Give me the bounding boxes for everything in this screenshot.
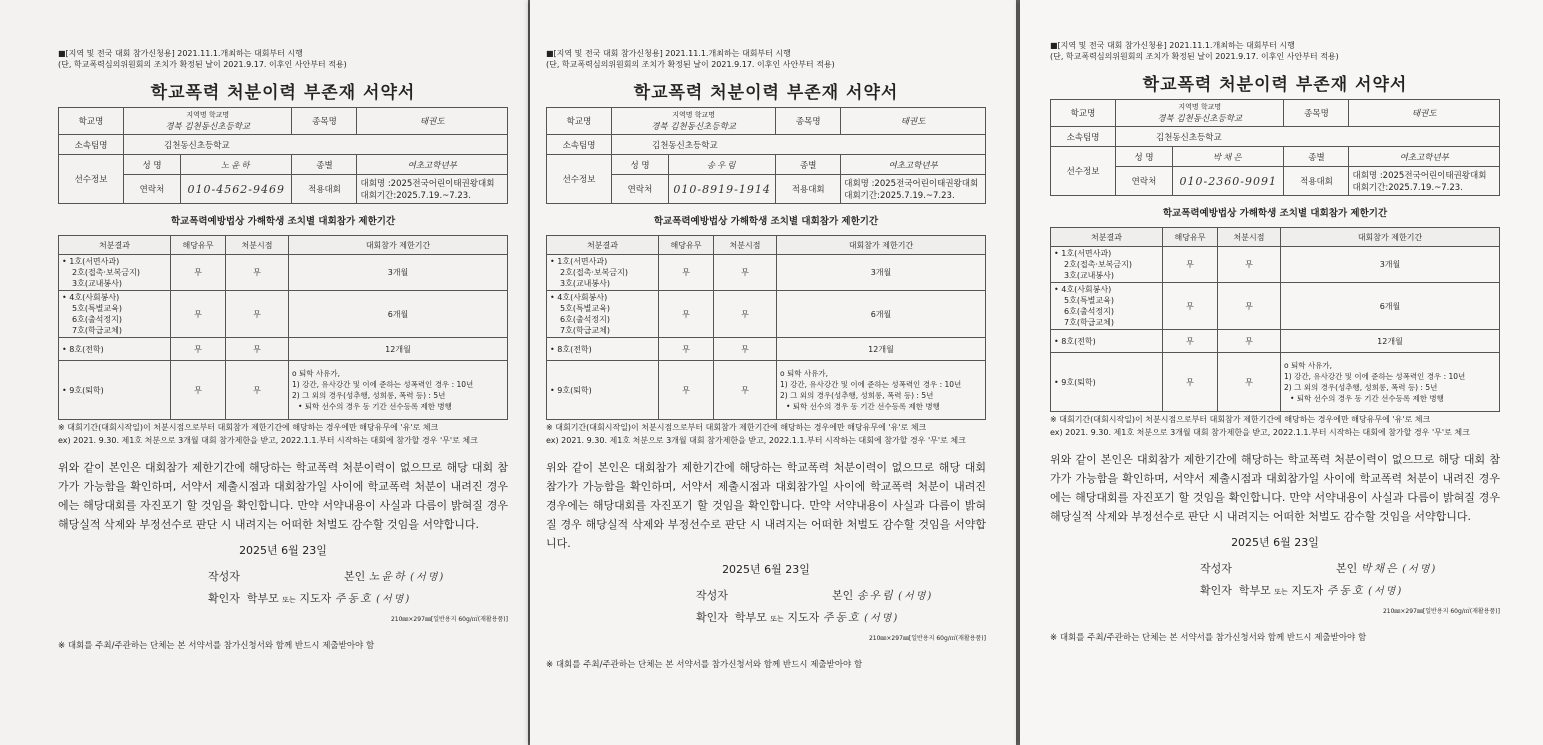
parent-label: 학부모	[246, 592, 279, 605]
penalty-timing: 무	[226, 361, 289, 420]
penalty-line: • 8호(전학)	[550, 344, 592, 354]
note-line-1: ■[지역 및 전국 대회 참가신청용] 2021.11.1.개최하는 대회부터 시행	[546, 49, 791, 58]
penalty-header-limit: 대회참가 제한기간	[1281, 228, 1500, 247]
competition-period: 대회기간:2025.7.19.~7.23.	[1352, 183, 1463, 193]
penalty-header-limit: 대회참가 제한기간	[777, 236, 986, 255]
penalty-line: 7호(학급교체)	[72, 326, 122, 335]
penalty-timing: 무	[1218, 353, 1281, 412]
name-label: 성 명	[1116, 147, 1173, 167]
self-signature-seal: (서명)	[898, 591, 934, 602]
region-school-label: 지역명 학교명	[672, 111, 716, 119]
self-signature-name: 노윤하	[368, 570, 407, 583]
competition-cell	[357, 175, 508, 204]
penalty-limit: 3개월	[1281, 247, 1500, 283]
penalty-line: • 1호(서면사과)	[550, 257, 608, 266]
footnote-1: ※ 대회기간(대회시작일)이 처분시점으로부터 대회참가 제한기간에 해당하는 경우에만 해당유무에 '유'로 체크	[1050, 415, 1431, 424]
note-line-1: ■[지역 및 전국 대회 참가신청용] 2021.11.1.개최하는 대회부터 시행	[58, 49, 303, 58]
competition-label: 적용대회	[292, 175, 357, 204]
category-label: 종별	[1284, 147, 1349, 167]
penalty-limit	[1281, 353, 1500, 412]
name-value-handwritten: 송우림	[669, 155, 776, 175]
event-label: 종목명	[776, 108, 841, 135]
note-line-1: ■[지역 및 전국 대회 참가신청용] 2021.11.1.개최하는 대회부터 시행	[1050, 41, 1295, 50]
paper-spec: 210㎜×297㎜[일반용지 60g/㎡(재활용품)]	[868, 635, 986, 642]
name-label: 성 명	[124, 155, 181, 175]
penalty-result	[59, 255, 171, 291]
penalty-applicable: 무	[1163, 283, 1218, 330]
school-cell	[1116, 100, 1284, 127]
pledge-text: 위와 같이 본인은 대회참가 제한기간에 해당하는 학교폭력 처분이력이 없으므로 해당 대회 참가가 가능함을 확인하며, 서약서 제출시점과 대회참가일 사이에 학교폭력 처분이 내려진 경우에는 해당대회를 자진포기 할 것임을 확인합니다. 만약 서약내용이 사실과 다름이 밝혀질 경우 해당실적 삭제와 부정선수로 판단 시 내려지는 어떠한 처벌도 감수할 것임을 서약합니다.	[58, 461, 508, 531]
limit-line: 1) 강간, 유사강간 및 이에 준하는 성폭력인 경우 : 10년	[292, 380, 474, 389]
category-value: 여초고학년부	[1349, 147, 1500, 167]
pledge-form-1	[58, 48, 508, 651]
note-line-2: (단, 학교폭력심의위원회의 조치가 확정된 날이 2021.9.17. 이후인 사안부터 적용)	[1050, 52, 1339, 61]
pledge-form-3	[1050, 40, 1500, 643]
coach-label: 지도자	[1291, 584, 1324, 597]
penalty-result	[59, 361, 171, 420]
contact-value-handwritten: 010-8919-1914	[669, 175, 776, 204]
penalty-row	[59, 291, 508, 338]
contact-label: 연락처	[612, 175, 669, 204]
penalty-limit: 3개월	[289, 255, 508, 291]
athlete-info-label: 선수정보	[59, 155, 124, 204]
penalty-limit: 12개월	[1281, 330, 1500, 353]
penalty-applicable: 무	[171, 255, 226, 291]
penalty-timing: 무	[226, 291, 289, 338]
footnote-2: ex) 2021. 9.30. 제1호 처분으로 3개월 대회 참가제한을 받고, 2022.1.1.부터 시작하는 대회에 참가할 경우 '무'로 체크	[546, 436, 966, 445]
signature-block	[1050, 560, 1500, 604]
school-label: 학교명	[547, 108, 612, 135]
penalty-timing: 무	[226, 255, 289, 291]
penalty-row	[1051, 247, 1500, 283]
penalty-row	[547, 361, 986, 420]
parent-label: 학부모	[1238, 584, 1271, 597]
coach-signature-name: 주동호	[334, 592, 373, 605]
confirmer-label: 확인자	[696, 611, 728, 624]
penalty-header-timing: 처분시점	[226, 236, 289, 255]
parent-label: 학부모	[734, 611, 767, 624]
pledge-date: 2025년 6월 23일	[722, 563, 810, 576]
category-value: 여초고학년부	[357, 155, 508, 175]
penalty-header-result: 처분결과	[547, 236, 659, 255]
coach-signature-seal: (서명)	[864, 613, 900, 624]
team-label: 소속팀명	[59, 135, 124, 155]
penalty-line: 3호(교내봉사)	[560, 279, 610, 288]
penalty-limit: 12개월	[777, 338, 986, 361]
self-signature-name: 박채은	[1360, 562, 1399, 575]
penalty-timing: 무	[714, 361, 777, 420]
confirmer-row	[1200, 582, 1403, 598]
penalty-line: 6호(출석정지)	[560, 315, 610, 324]
penalty-header-applicable: 해당유무	[659, 236, 714, 255]
footnote-1: ※ 대회기간(대회시작일)이 처분시점으로부터 대회참가 제한기간에 해당하는 경우에만 해당유무에 '유'로 체크	[58, 423, 439, 432]
region-school-label: 지역명 학교명	[186, 111, 230, 119]
penalty-applicable: 무	[1163, 247, 1218, 283]
athlete-info-table	[58, 107, 508, 204]
penalty-applicable: 무	[171, 338, 226, 361]
penalty-row	[59, 361, 508, 420]
pledge-text: 위와 같이 본인은 대회참가 제한기간에 해당하는 학교폭력 처분이력이 없으므로 해당 대회 참가가 가능함을 확인하며, 서약서 제출시점과 대회참가일 사이에 학교폭력 처분이 내려진 경우에는 해당대회를 자진포기 할 것임을 확인합니다. 만약 서약내용이 사실과 다름이 밝혀질 경우 해당실적 삭제와 부정선수로 판단 시 내려지는 어떠한 처벌도 감수할 것임을 서약합니다.	[1050, 453, 1500, 523]
penalty-row	[59, 338, 508, 361]
confirmer-row	[696, 609, 899, 625]
competition-name: 대회명 :2025전국어린이태권왕대회	[844, 179, 979, 189]
contact-label: 연락처	[1116, 167, 1173, 196]
penalty-line: • 9호(퇴학)	[550, 385, 592, 395]
contact-value-handwritten: 010-2360-9091	[1173, 167, 1284, 196]
coach-signature-seal: (서명)	[1368, 586, 1404, 597]
self-signature	[344, 568, 445, 584]
penalty-timing: 무	[714, 291, 777, 338]
category-label: 종별	[776, 155, 841, 175]
school-cell	[612, 108, 776, 135]
penalty-row	[547, 338, 986, 361]
penalty-result	[547, 338, 659, 361]
penalty-limit	[777, 361, 986, 420]
document-sheet-1	[0, 0, 528, 745]
pledge-text: 위와 같이 본인은 대회참가 제한기간에 해당하는 학교폭력 처분이력이 없으므로 해당 대회 참가가 가능함을 확인하며, 서약서 제출시점과 대회참가일 사이에 학교폭력 처분이 내려진 경우에는 해당대회를 자진포기 할 것임을 확인합니다. 만약 서약내용이 사실과 다름이 밝혀질 경우 해당실적 삭제와 부정선수로 판단 시 내려지는 어떠한 처벌도 감수할 것임을 서약합니다.	[546, 461, 986, 550]
coach-label: 지도자	[299, 592, 332, 605]
limit-line: • 퇴학 선수의 경우 동 기간 선수등록 제한 병행	[298, 402, 452, 411]
penalty-line: • 4호(사회봉사)	[550, 293, 608, 302]
team-label: 소속팀명	[1051, 127, 1116, 147]
penalty-applicable: 무	[1163, 353, 1218, 412]
penalty-timing: 무	[1218, 283, 1281, 330]
limit-line: 1) 강간, 유사강간 및 이에 준하는 성폭력인 경우 : 10년	[1284, 372, 1466, 381]
penalty-result	[1051, 330, 1163, 353]
pledge-form-2	[546, 48, 986, 670]
self-label: 본인	[344, 570, 366, 583]
limit-line: o 퇴학 사유가,	[1284, 361, 1332, 370]
penalty-result	[59, 338, 171, 361]
penalty-table	[546, 235, 986, 420]
event-value: 태권도	[357, 108, 508, 135]
penalty-applicable: 무	[1163, 330, 1218, 353]
name-label: 성 명	[612, 155, 669, 175]
penalty-applicable: 무	[659, 338, 714, 361]
penalty-line: • 4호(사회봉사)	[62, 293, 120, 302]
document-sheet-3	[1020, 0, 1543, 745]
paper-spec: 210㎜×297㎜[일반용지 60g/㎡(재활용품)]	[1382, 608, 1500, 615]
pledge-date: 2025년 6월 23일	[1231, 536, 1319, 549]
penalty-line: • 9호(퇴학)	[62, 385, 104, 395]
athlete-info-table	[1050, 99, 1500, 196]
footnote-2: ex) 2021. 9.30. 제1호 처분으로 3개월 대회 참가제한을 받고, 2022.1.1.부터 시작하는 대회에 참가할 경우 '무'로 체크	[58, 436, 478, 445]
limit-line: 1) 강간, 유사강간 및 이에 준하는 성폭력인 경우 : 10년	[780, 380, 962, 389]
self-signature	[1336, 560, 1437, 576]
form-title: 학교폭력 처분이력 부존재 서약서	[633, 83, 899, 103]
penalty-line: 2호(접촉·보복금지)	[1064, 260, 1132, 269]
penalty-row	[1051, 330, 1500, 353]
penalty-line: • 1호(서면사과)	[1054, 249, 1112, 258]
or-label: 또는	[770, 615, 784, 623]
school-value: 경북 김천동신초등학교	[651, 122, 737, 132]
writer-label: 작성자	[1200, 562, 1232, 575]
penalty-line: 5호(특별교육)	[72, 304, 122, 313]
confirmer-row	[208, 590, 411, 606]
competition-name: 대회명 :2025전국어린이태권왕대회	[1352, 171, 1487, 181]
coach-signature-name: 주동호	[822, 611, 861, 624]
school-value: 경북 김천동신초등학교	[165, 122, 251, 132]
event-value: 태권도	[841, 108, 986, 135]
coach-signature-seal: (서명)	[376, 594, 412, 605]
penalty-header-applicable: 해당유무	[171, 236, 226, 255]
penalty-header-timing: 처분시점	[1218, 228, 1281, 247]
document-sheet-2	[530, 0, 1016, 745]
team-value: 김천동신초등학교	[1116, 127, 1500, 147]
penalty-limit: 6개월	[1281, 283, 1500, 330]
penalty-row	[1051, 353, 1500, 412]
event-label: 종목명	[1284, 100, 1349, 127]
pledge-date: 2025년 6월 23일	[239, 544, 327, 557]
penalty-line: 7호(학급교체)	[1064, 318, 1114, 327]
competition-cell	[1349, 167, 1500, 196]
team-value: 김천동신초등학교	[124, 135, 508, 155]
name-value-handwritten: 박채은	[1173, 147, 1284, 167]
signature-block	[58, 568, 508, 612]
penalty-line: • 4호(사회봉사)	[1054, 285, 1112, 294]
limit-line: o 퇴학 사유가,	[292, 369, 340, 378]
competition-cell	[841, 175, 986, 204]
penalty-line: 7호(학급교체)	[560, 326, 610, 335]
penalty-result	[1051, 247, 1163, 283]
penalty-subtitle: 학교폭력예방법상 가해학생 조치별 대회참가 제한기간	[1162, 208, 1388, 219]
penalty-header-timing: 처분시점	[714, 236, 777, 255]
confirmer-label: 확인자	[208, 592, 240, 605]
coach-label: 지도자	[787, 611, 820, 624]
limit-line: • 퇴학 선수의 경우 동 기간 선수등록 제한 병행	[786, 402, 940, 411]
penalty-timing: 무	[714, 338, 777, 361]
self-signature-seal: (서명)	[1402, 564, 1438, 575]
self-signature-seal: (서명)	[410, 572, 446, 583]
footnote-1: ※ 대회기간(대회시작일)이 처분시점으로부터 대회참가 제한기간에 해당하는 경우에만 해당유무에 '유'로 체크	[546, 423, 927, 432]
team-label: 소속팀명	[547, 135, 612, 155]
penalty-subtitle: 학교폭력예방법상 가해학생 조치별 대회참가 제한기간	[170, 216, 396, 227]
penalty-result	[547, 361, 659, 420]
footnote-2: ex) 2021. 9.30. 제1호 처분으로 3개월 대회 참가제한을 받고, 2022.1.1.부터 시작하는 대회에 참가할 경우 '무'로 체크	[1050, 428, 1470, 437]
form-title: 학교폭력 처분이력 부존재 서약서	[150, 83, 416, 103]
penalty-line: 5호(특별교육)	[1064, 296, 1114, 305]
penalty-result	[547, 255, 659, 291]
note-line-2: (단, 학교폭력심의위원회의 조치가 확정된 날이 2021.9.17. 이후인 사안부터 적용)	[546, 60, 835, 69]
self-signature-name: 송우림	[856, 589, 895, 602]
category-value: 여초고학년부	[841, 155, 986, 175]
penalty-result	[1051, 353, 1163, 412]
bottom-note: ※ 대회를 주최/주관하는 단체는 본 서약서를 참가신청서와 함께 반드시 제출받아야 함	[1050, 633, 1367, 643]
coach-signature-name: 주동호	[1326, 584, 1365, 597]
penalty-line: • 9호(퇴학)	[1054, 377, 1096, 387]
limit-line: o 퇴학 사유가,	[780, 369, 828, 378]
penalty-table	[1050, 227, 1500, 412]
region-school-label: 지역명 학교명	[1178, 103, 1222, 111]
limit-line: • 퇴학 선수의 경우 동 기간 선수등록 제한 병행	[1290, 394, 1444, 403]
bottom-note: ※ 대회를 주최/주관하는 단체는 본 서약서를 참가신청서와 함께 반드시 제출받아야 함	[546, 660, 863, 670]
contact-label: 연락처	[124, 175, 181, 204]
penalty-line: 2호(접촉·보복금지)	[72, 268, 140, 277]
bottom-note: ※ 대회를 주최/주관하는 단체는 본 서약서를 참가신청서와 함께 반드시 제출받아야 함	[58, 641, 375, 651]
penalty-table	[58, 235, 508, 420]
note-line-2: (단, 학교폭력심의위원회의 조치가 확정된 날이 2021.9.17. 이후인 사안부터 적용)	[58, 60, 347, 69]
school-label: 학교명	[59, 108, 124, 135]
penalty-limit: 6개월	[289, 291, 508, 338]
limit-line: 2) 그 외의 경우(성추행, 성희롱, 폭력 등) : 5년	[1284, 383, 1438, 392]
competition-label: 적용대회	[776, 175, 841, 204]
contact-value-handwritten: 010-4562-9469	[181, 175, 292, 204]
penalty-line: 3호(교내봉사)	[1064, 271, 1114, 280]
team-value: 김천동신초등학교	[612, 135, 986, 155]
penalty-line: 6호(출석정지)	[1064, 307, 1114, 316]
category-label: 종별	[292, 155, 357, 175]
penalty-timing: 무	[1218, 330, 1281, 353]
penalty-limit: 3개월	[777, 255, 986, 291]
athlete-info-label: 선수정보	[1051, 147, 1116, 196]
penalty-subtitle: 학교폭력예방법상 가해학생 조치별 대회참가 제한기간	[653, 216, 879, 227]
school-label: 학교명	[1051, 100, 1116, 127]
limit-line: 2) 그 외의 경우(성추행, 성희롱, 폭력 등) : 5년	[292, 391, 446, 400]
penalty-header-result: 처분결과	[1051, 228, 1163, 247]
or-label: 또는	[1274, 588, 1288, 596]
penalty-limit: 6개월	[777, 291, 986, 338]
self-label: 본인	[832, 589, 854, 602]
competition-label: 적용대회	[1284, 167, 1349, 196]
penalty-result	[547, 291, 659, 338]
penalty-timing: 무	[1218, 247, 1281, 283]
paper-spec: 210㎜×297㎜[일반용지 60g/㎡(재활용품)]	[390, 616, 508, 623]
penalty-applicable: 무	[659, 255, 714, 291]
school-cell	[124, 108, 292, 135]
event-value: 태권도	[1349, 100, 1500, 127]
penalty-applicable: 무	[659, 291, 714, 338]
penalty-result	[1051, 283, 1163, 330]
penalty-row	[547, 255, 986, 291]
penalty-line: • 1호(서면사과)	[62, 257, 120, 266]
signature-block	[546, 587, 986, 631]
competition-period: 대회기간:2025.7.19.~7.23.	[844, 191, 955, 201]
penalty-line: • 8호(전학)	[62, 344, 104, 354]
penalty-applicable: 무	[171, 361, 226, 420]
penalty-timing: 무	[714, 255, 777, 291]
penalty-line: 2호(접촉·보복금지)	[560, 268, 628, 277]
penalty-line: 5호(특별교육)	[560, 304, 610, 313]
penalty-timing: 무	[226, 338, 289, 361]
school-value: 경북 김천동신초등학교	[1157, 114, 1243, 124]
penalty-header-limit: 대회참가 제한기간	[289, 236, 508, 255]
penalty-limit	[289, 361, 508, 420]
writer-label: 작성자	[696, 589, 728, 602]
event-label: 종목명	[292, 108, 357, 135]
self-label: 본인	[1336, 562, 1358, 575]
penalty-row	[1051, 283, 1500, 330]
writer-label: 작성자	[208, 570, 240, 583]
confirmer-label: 확인자	[1200, 584, 1232, 597]
penalty-applicable: 무	[659, 361, 714, 420]
or-label: 또는	[282, 596, 296, 604]
self-signature	[832, 587, 933, 603]
penalty-row	[547, 291, 986, 338]
competition-name: 대회명 :2025전국어린이태권왕대회	[360, 179, 495, 189]
form-title: 학교폭력 처분이력 부존재 서약서	[1142, 75, 1408, 95]
penalty-line: 6호(출석정지)	[72, 315, 122, 324]
penalty-result	[59, 291, 171, 338]
penalty-line: 3호(교내봉사)	[72, 279, 122, 288]
penalty-line: • 8호(전학)	[1054, 336, 1096, 346]
athlete-info-label: 선수정보	[547, 155, 612, 204]
limit-line: 2) 그 외의 경우(성추행, 성희롱, 폭력 등) : 5년	[780, 391, 934, 400]
penalty-header-applicable: 해당유무	[1163, 228, 1218, 247]
competition-period: 대회기간:2025.7.19.~7.23.	[360, 191, 471, 201]
athlete-info-table	[546, 107, 986, 204]
penalty-applicable: 무	[171, 291, 226, 338]
penalty-limit: 12개월	[289, 338, 508, 361]
name-value-handwritten: 노윤하	[181, 155, 292, 175]
penalty-row	[59, 255, 508, 291]
penalty-header-result: 처분결과	[59, 236, 171, 255]
